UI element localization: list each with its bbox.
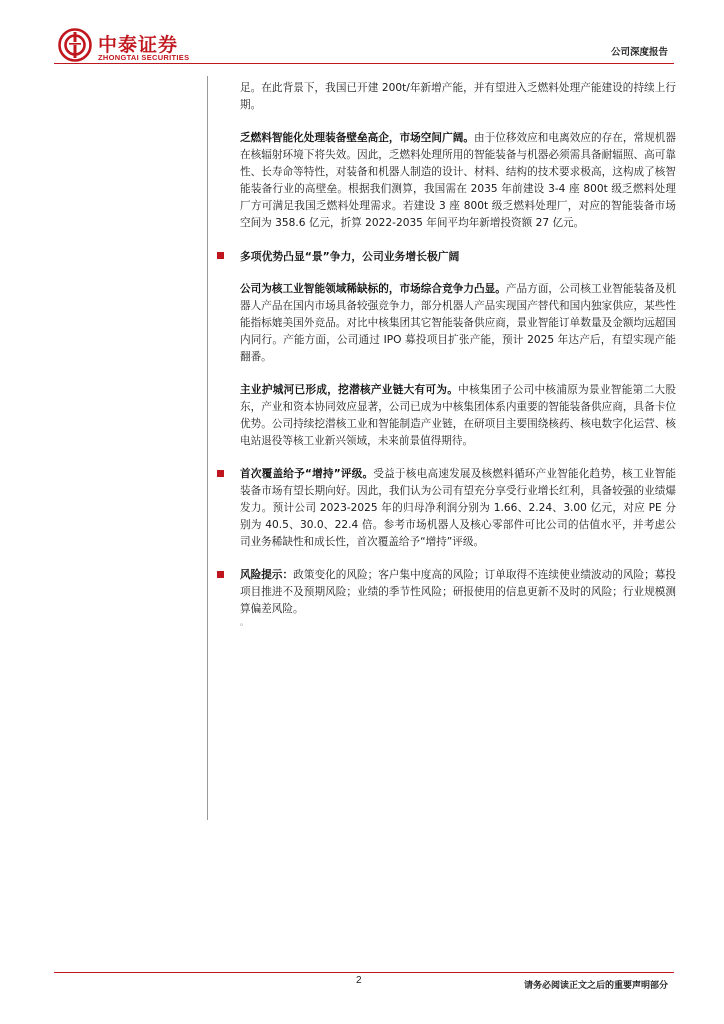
section-risk: [218, 567, 676, 628]
paragraph-risk: [240, 567, 676, 618]
paragraph-equipment-barrier: [240, 130, 676, 232]
paragraph-text: 受益于核电高速发展及核燃料循环产业智能化趋势，核工业智能装备市场有望长期向好。因此，我们认为公司有望充分享受行业增长红利，具备较强的业绩爆发力。预计公司 2023-2025 年的归母净利润分别为 1.66、2.24、3.00 亿元，对应 PE 分别为 40.5、30.0、22.4 倍。参考市场机器人及核心零部件可比公司的估值水平，并考虑公司业务稀缺性和成长性，首次覆盖给予“增持”评级。: [240, 468, 676, 548]
section-advantages: [218, 248, 676, 265]
paragraph-text: 产品方面，公司核工业智能装备及机器人产品在国内市场具备较强竞争力，部分机器人产品实现国产替代和国内独家供应，某些性能指标媲美国外竞品。对比中核集团其它智能装备供应商，景业智能订单数量及金额均远超国内同行。产能方面，公司通过 IPO 募投项目扩张产能，预计 2025 年达产后，有望实现产能翻番。: [240, 283, 677, 363]
paragraph-text: 政策变化的风险；客户集中度高的风险；订单取得不连续使业绩波动的风险；募投项目推进不及预期风险；业绩的季节性风险；研报使用的信息更新不及时的风险；行业规模测算偏差风险。: [240, 569, 677, 615]
page-number: 2: [356, 975, 362, 986]
section-bullet-icon: [217, 571, 224, 578]
paragraph-competitiveness: [240, 281, 676, 366]
trailing-mark: 。: [240, 618, 248, 627]
paragraph-lead: 公司为核工业智能领域稀缺标的，市场综合竞争力凸显。: [240, 283, 506, 295]
paragraph-rating: [240, 466, 676, 551]
paragraph-text: 中核集团子公司中核浦原为景业智能第二大股东，产业和资本协同效应显著，公司已成为中核集团体系内重要的智能装备供应商，具备卡位优势。公司持续挖潜核工业和智能制造产业链，在研项目主要围绕核药、核电数字化运营、核电站退役等核工业新兴领域，未来前景值得期待。: [240, 384, 676, 447]
section-title: 多项优势凸显“景”争力，公司业务增长极广阔: [240, 250, 460, 263]
footer-divider: [54, 972, 674, 973]
main-content: [218, 80, 676, 644]
paragraph-text: 由于位移效应和电离效应的存在，常规机器在核辐射环境下将失效。因此，乏燃料处理所用的智能装备与机器必须需具备耐辐照、高可靠性、长寿命等特性，对装备和机器人制造的设计、材料、结构的技术要求极高，这构成了核智能装备行业的高壁垒。根据我们测算，我国需在 2035 年前建设 3-4 座 800t 级乏燃料处理厂方可满足我国乏燃料处理需求。若建设 3 座 800t 级乏燃料处理厂，对应的智能装备市场空间为 358.6 亿元，折算 2022-2035 年间平均年新增投资额 27 亿元。: [240, 132, 677, 229]
company-logo: [58, 28, 218, 68]
section-rating: [218, 466, 676, 551]
paragraph-lead: 乏燃料智能化处理装备壁垒高企，市场空间广阔。: [240, 132, 474, 144]
paragraph-lead: 风险提示：: [240, 569, 294, 581]
left-margin-rule: [207, 76, 208, 820]
paragraph-lead: 首次覆盖给予“增持”评级。: [240, 468, 374, 480]
paragraph-moat: [240, 382, 676, 450]
zhongtai-logo-icon: [58, 28, 92, 62]
section-bullet-icon: [217, 470, 224, 477]
footer-disclaimer: 请务必阅读正文之后的重要声明部分: [523, 981, 668, 991]
paragraph-background: [240, 80, 676, 114]
report-type-label: 公司深度报告: [610, 47, 668, 58]
logo-chinese-name: 中泰证券: [98, 34, 179, 56]
logo-english-name: ZHONGTAI SECURITIES: [98, 53, 190, 62]
header-divider: [54, 63, 674, 64]
page-header: [0, 0, 724, 70]
paragraph-lead: 主业护城河已形成，挖潜核产业链大有可为。: [240, 384, 459, 396]
section-bullet-icon: [217, 252, 224, 259]
paragraph-text: 足。在此背景下，我国已开建 200t/年新增产能，并有望进入乏燃料处理产能建设的持续上行期。: [240, 82, 676, 111]
